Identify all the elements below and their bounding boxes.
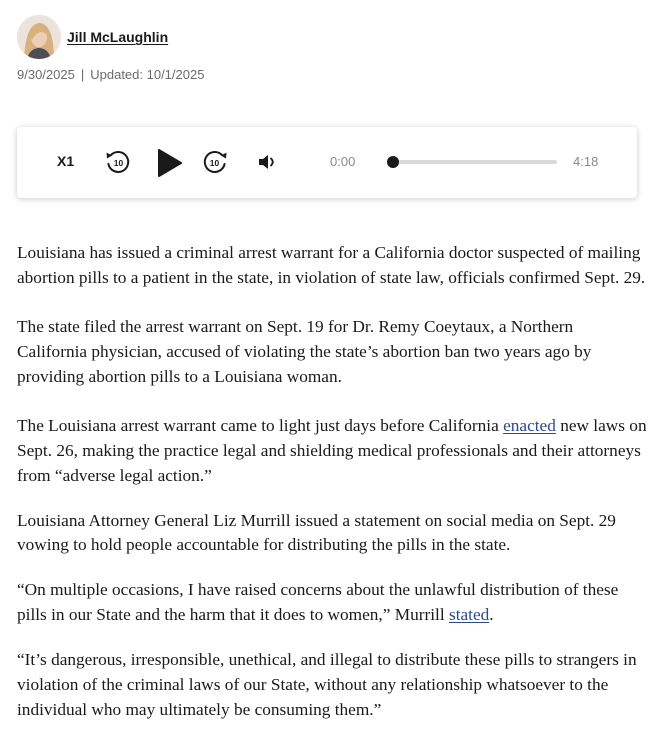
- total-time: 4:18: [573, 154, 599, 169]
- article-paragraph-2: The state filed the arrest warrant on Sept. 19 for Dr. Remy Coeytaux, a Northern California physician, accused of violating the state’s abortion ban two years ago by providing abortion pills to a Louisiana woman.: [17, 317, 592, 386]
- volume-icon: [259, 155, 273, 169]
- paragraph-3-text-start: The Louisiana arrest warrant came to light just days before California: [17, 416, 504, 436]
- article-paragraph-3: [17, 414, 647, 488]
- article-dates: [17, 67, 204, 82]
- paragraph-3-text-end: new laws on Sept. 26, making the practice legal and shielding medical professionals and their attorneys from “adverse legal action.”: [17, 416, 647, 485]
- updated-date: Updated: 10/1/2025: [90, 67, 205, 82]
- rewind-10-button[interactable]: [103, 147, 133, 177]
- author-avatar-image: [17, 15, 61, 59]
- enacted-link[interactable]: enacted: [503, 416, 556, 436]
- progress-scrubber[interactable]: [393, 160, 557, 164]
- date-separator: |: [80, 67, 85, 82]
- article-paragraph-5: [17, 578, 647, 628]
- published-date: 9/30/2025: [17, 67, 75, 82]
- rewind-10-icon: [107, 152, 129, 172]
- forward-seconds-label: 10: [209, 158, 220, 168]
- play-icon: [159, 150, 181, 176]
- byline: [17, 15, 168, 59]
- stated-link[interactable]: stated: [448, 605, 490, 625]
- current-time: 0:00: [330, 154, 356, 169]
- article-paragraph-6: “It’s dangerous, irresponsible, unethical, and illegal to distribute these pills to strangers in violation of the criminal laws of our State, without any relationship whatsoever to the individual who may ultimately be consuming them.”: [17, 650, 637, 719]
- paragraph-5-text-end: .: [489, 605, 494, 625]
- volume-button[interactable]: [258, 154, 276, 170]
- paragraph-5-text-start: “On multiple occasions, I have raised concerns about the unlawful distribution of these pills in our State and the harm that it does to women,” Murrill: [17, 580, 619, 625]
- author-name-link[interactable]: Jill McLaughlin: [67, 29, 169, 45]
- playback-speed-button[interactable]: X1: [57, 153, 75, 169]
- rewind-seconds-label: 10: [113, 158, 124, 168]
- audio-player: [17, 127, 637, 198]
- progress-handle[interactable]: [387, 156, 399, 168]
- author-avatar[interactable]: [17, 15, 61, 59]
- play-button[interactable]: [157, 149, 183, 177]
- forward-10-icon: [205, 152, 227, 172]
- article-body: [17, 241, 647, 722]
- article-paragraph-1: Louisiana has issued a criminal arrest warrant for a California doctor suspected of mailing abortion pills to a patient in the state, in violation of state law, officials confirmed Sept. 29.: [17, 243, 646, 287]
- article-paragraph-4: Louisiana Attorney General Liz Murrill issued a statement on social media on Sept. 29 vowing to hold people accountable for distributing the pills in the state.: [17, 510, 616, 555]
- forward-10-button[interactable]: [200, 147, 230, 177]
